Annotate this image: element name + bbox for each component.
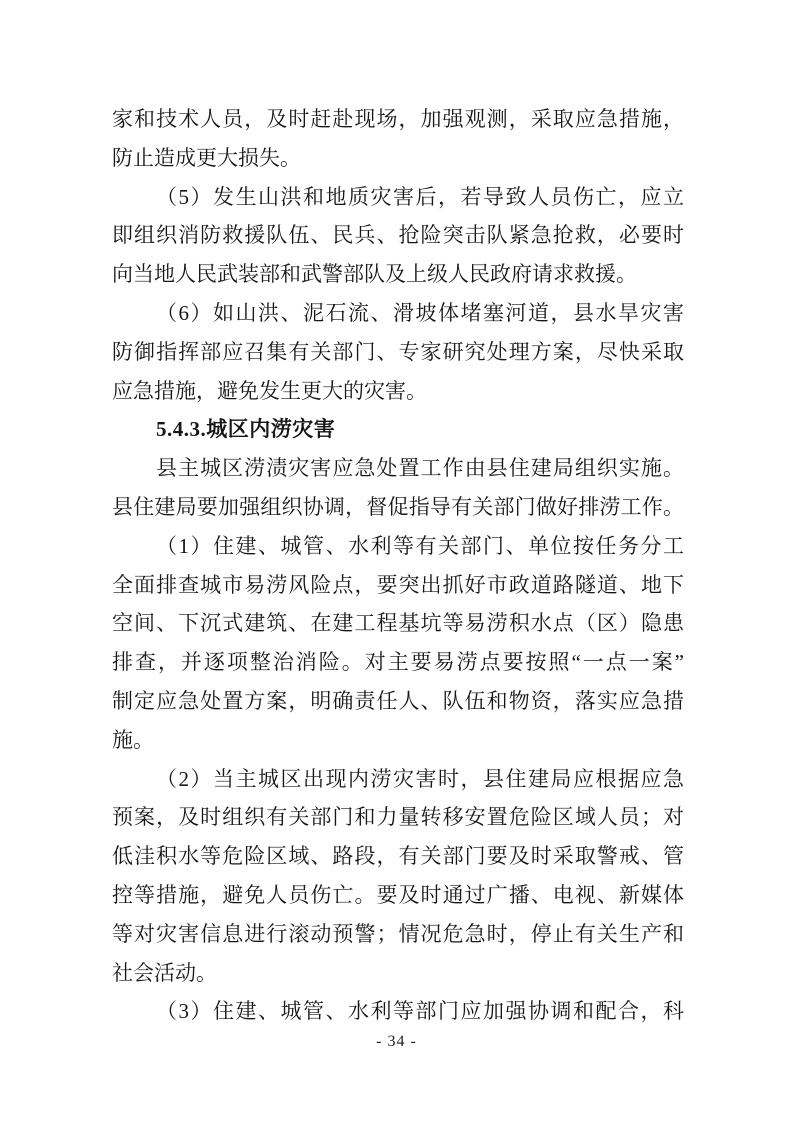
text-line: 制定应急处置方案，明确责任人、队伍和物资，落实应急措 (112, 688, 684, 713)
text-line: 县主城区涝渍灾害应急处置工作由县住建局组织实施。 (156, 456, 684, 481)
text-line: 向当地人民武装部和武警部队及上级人民政府请求救援。 (112, 262, 637, 287)
text-line: 施。 (112, 727, 154, 752)
text-line: 应急措施，避免发生更大的灾害。 (112, 378, 427, 403)
text-line: 即组织消防救援队伍、民兵、抢险突击队紧急抢救，必要时 (112, 223, 684, 248)
text-line: 社会活动。 (112, 960, 217, 985)
page-number: - 34 - (376, 1033, 417, 1050)
text-line: 排查，并逐项整治消险。对主要易涝点要按照“一点一案” (112, 650, 684, 675)
text-line: 等对灾害信息进行滚动预警；情况危急时，停止有关生产和 (112, 921, 684, 946)
text-line: （2）当主城区出现内涝灾害时，县住建局应根据应急 (156, 766, 684, 791)
text-line: 空间、下沉式建筑、在建工程基坑等易涝积水点（区）隐患 (112, 611, 684, 636)
text-line: 防止造成更大损失。 (112, 145, 301, 170)
text-line: 家和技术人员，及时赶赴现场，加强观测，采取应急措施， (112, 107, 684, 131)
text-line: 全面排查城市易涝风险点，要突出抓好市政道路隧道、地下 (112, 572, 684, 597)
text-line: （3）住建、城管、水利等部门应加强协调和配合，科 (156, 999, 684, 1024)
document-body (112, 100, 684, 1031)
text-line: 低洼积水等危险区域、路段，有关部门要及时采取警戒、管 (112, 844, 684, 869)
text-line: 预案，及时组织有关部门和力量转移安置危险区域人员；对 (112, 805, 684, 830)
text-line: 防御指挥部应召集有关部门、专家研究处理方案，尽快采取 (112, 339, 684, 364)
section-heading: 5.4.3.城区内涝灾害 (156, 417, 336, 442)
text-line: （5）发生山洪和地质灾害后，若导致人员伤亡，应立 (156, 184, 684, 209)
text-line: （1）住建、城管、水利等有关部门、单位按任务分工 (156, 533, 684, 558)
text-line: 县住建局要加强组织协调，督促指导有关部门做好排涝工作。 (112, 494, 684, 519)
text-line: （6）如山洪、泥石流、滑坡体堵塞河道，县水旱灾害 (156, 300, 684, 325)
text-line: 控等措施，避免人员伤亡。要及时通过广播、电视、新媒体 (112, 882, 684, 907)
